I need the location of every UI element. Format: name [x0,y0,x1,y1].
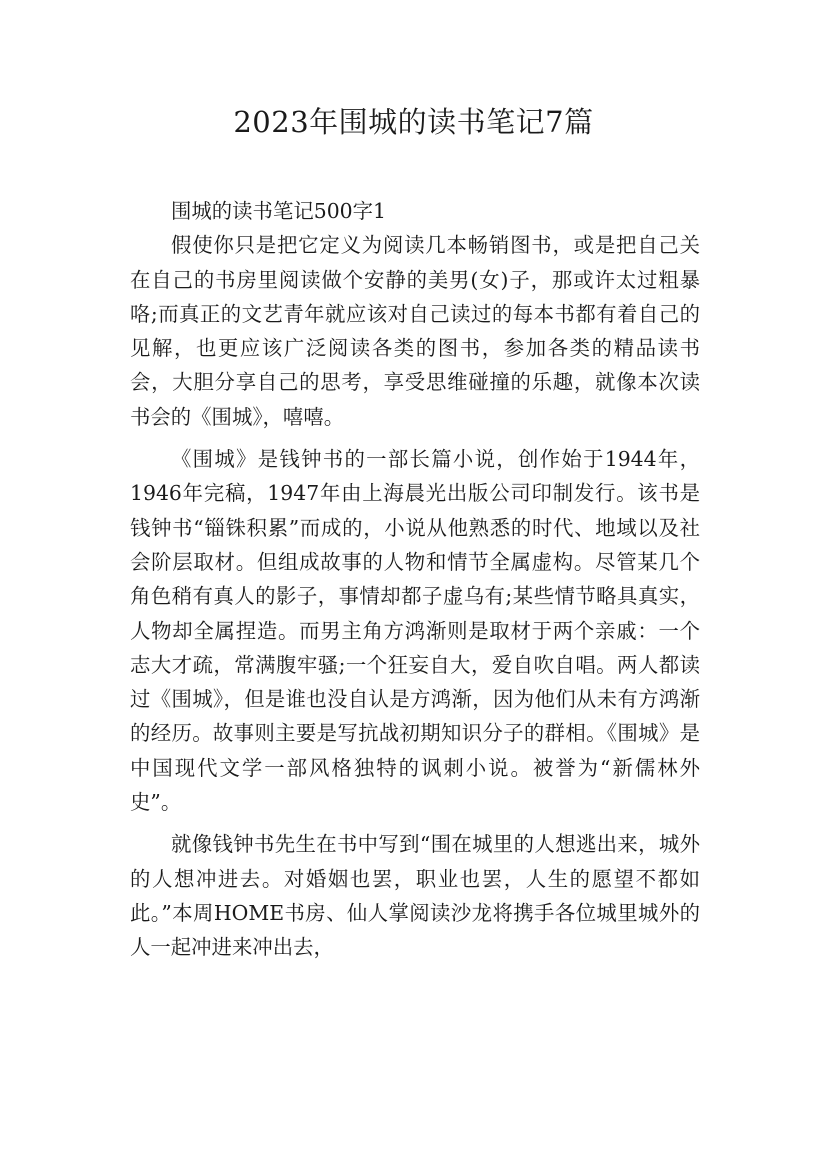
paragraph-3: 就像钱钟书先生在书中写到“围在城里的人想逃出来，城外的人想冲进去。对婚姻也罢，职业也罢，人生的愿望不都如此。”本周HOME书房、仙人掌阅读沙龙将携手各位城里城外的人一起冲进来冲出去， [130,832,700,960]
paragraph-2: 《围城》是钱钟书的一部长篇小说，创作始于1944年，1946年完稿，1947年由上海晨光出版公司印制发行。该书是钱钟书“锱铢积累”而成的，小说从他熟悉的时代、地域以及社会阶层取材。但组成故事的人物和情节全属虚构。尽管某几个角色稍有真人的影子，事情却都子虚乌有;某些情节略具真实，人物却全属捏造。而男主角方鸿渐则是取材于两个亲戚：一个志大才疏，常满腹牢骚;一个狂妄自大，爱自吹自唱。两人都读过《围城》，但是谁也没自认是方鸿渐，因为他们从未有方鸿渐的经历。故事则主要是写抗战初期知识分子的群相。《围城》是中国现代文学一部风格独特的讽刺小说。被誉为“新儒林外史”。 [130,447,700,815]
document-body [130,194,700,965]
paragraph-1: 假使你只是把它定义为阅读几本畅销图书，或是把自己关在自己的书房里阅读做个安静的美男(女)子，那或许太过粗暴咯;而真正的文艺青年就应该对自己读过的每本书都有着自己的见解，也更应该广泛阅读各类的图书，参加各类的精品读书会，大胆分享自己的思考，享受思维碰撞的乐趣，就像本次读书会的《围城》，嘻嘻。 [130,233,700,429]
section-heading: 围城的读书笔记500字1 [171,199,387,223]
document-title: 2023年围城的读书笔记7篇 [233,105,594,139]
